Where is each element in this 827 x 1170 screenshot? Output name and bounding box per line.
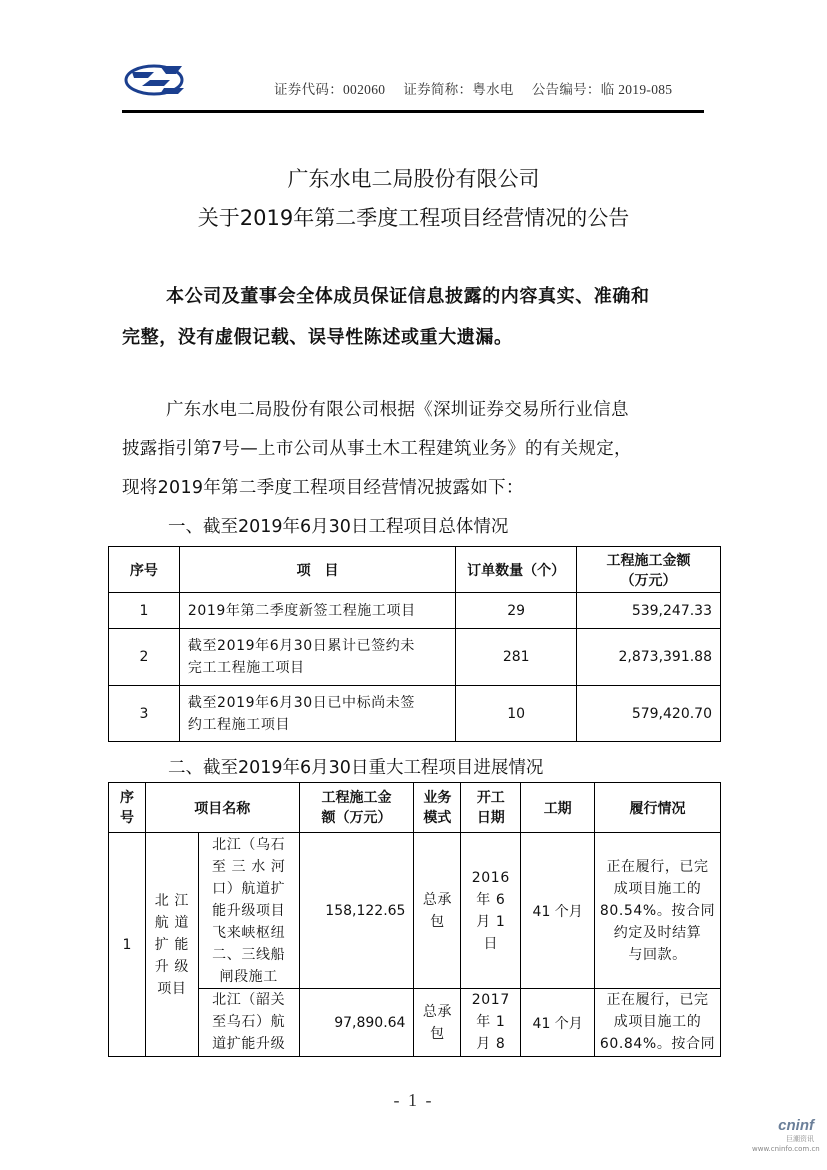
body-line-3: 现将2019年第二季度工程项目经营情况披露如下： xyxy=(122,478,524,498)
stock-abbr: 证券简称：粤水电 xyxy=(403,82,514,97)
col-mode-line-2: 模式 xyxy=(423,809,452,826)
page-number: - 1 - xyxy=(393,1090,434,1110)
col-mode-line-1: 业务 xyxy=(423,789,452,806)
row-item: 2019年第二季度新签工程施工项目 xyxy=(179,593,455,629)
sub-name-line: 二、三线船 xyxy=(212,946,286,963)
row-amount: 2,873,391.88 xyxy=(577,629,721,686)
notice-number: 公告编号：临 2019-085 xyxy=(531,82,673,97)
row-count: 281 xyxy=(456,629,577,686)
statement-line-1: 本公司及董事会全体成员保证信息披露的内容真实、准确和 xyxy=(166,286,650,307)
start-line: 年 1 xyxy=(476,1014,506,1030)
row-mode xyxy=(414,989,461,1057)
title-company: 广东水电二局股份有限公司 xyxy=(287,167,540,191)
group-name-line: 航 道 xyxy=(154,914,189,931)
row-mode xyxy=(414,833,461,989)
group-name-line: 升 级 xyxy=(154,958,189,975)
row-item xyxy=(179,629,455,686)
row-start xyxy=(461,833,521,989)
col-no-line-2: 号 xyxy=(119,809,134,826)
start-line: 月 8 xyxy=(476,1036,506,1052)
start-line: 2016 xyxy=(471,869,510,886)
col-status: 履行情况 xyxy=(595,783,721,833)
status-line: 成项目施工的 xyxy=(613,1014,702,1030)
header-divider xyxy=(122,110,704,113)
sub-name-line: 闸段施工 xyxy=(219,968,278,985)
col-mode xyxy=(414,783,461,833)
group-no: 1 xyxy=(109,833,146,1057)
cninfo-brand-cn: 巨潮资讯 xyxy=(786,1135,814,1143)
col-start xyxy=(461,783,521,833)
col-amount-line-2: （万元） xyxy=(620,572,677,589)
mode-line: 总承 xyxy=(422,891,453,908)
row-start xyxy=(461,989,521,1057)
row-item-line-1: 截至2019年6月30日累计已签约未 xyxy=(187,638,416,654)
table-row xyxy=(109,989,721,1057)
row-status xyxy=(595,989,721,1057)
cninfo-url: www.cninfo.com.cn xyxy=(752,1145,820,1153)
col-start-line-2: 日期 xyxy=(476,809,505,826)
cninfo-watermark xyxy=(752,1117,820,1160)
overview-table-header xyxy=(109,547,721,593)
overview-table xyxy=(108,546,721,742)
status-line: 约定及时结算 xyxy=(613,924,702,941)
sub-name-line: 北江（韶关 xyxy=(212,992,286,1008)
table-row xyxy=(109,833,721,989)
row-item-line-2: 约工程施工项目 xyxy=(187,716,291,733)
sub-project-name xyxy=(198,833,299,989)
company-logo xyxy=(124,58,188,98)
row-amount: 97,890.64 xyxy=(299,989,414,1057)
start-line: 月 1 xyxy=(476,913,506,930)
col-amount-line-1: 工程施工金额 xyxy=(606,552,691,569)
col-start-line-1: 开工 xyxy=(476,789,505,806)
stock-code: 证券代码：002060 xyxy=(274,82,386,97)
cninfo-brand: cninf xyxy=(778,1117,814,1134)
body-line-1: 广东水电二局股份有限公司根据《深圳证券交易所行业信息 xyxy=(166,400,629,420)
row-item-line-1: 截至2019年6月30日已中标尚未签 xyxy=(187,694,416,711)
start-line: 日 xyxy=(483,935,499,952)
row-amount: 539,247.33 xyxy=(577,593,721,629)
sub-name-line: 道扩能升级 xyxy=(212,1036,286,1052)
start-line: 2017 xyxy=(471,992,510,1008)
section1-heading: 一、截至2019年6月30日工程项目总体情况 xyxy=(168,517,509,537)
status-line: 正在履行，已完 xyxy=(606,858,709,875)
sub-name-line: 至乌石）航 xyxy=(212,1014,286,1030)
statement-line-2: 完整，没有虚假记载、误导性陈述或重大遗漏。 xyxy=(122,327,513,348)
major-table-header xyxy=(109,783,721,833)
row-no: 3 xyxy=(109,686,180,742)
row-status xyxy=(595,833,721,989)
group-name xyxy=(145,833,198,1057)
row-no: 1 xyxy=(109,593,180,629)
col-amount-line-1: 工程施工金 xyxy=(321,789,392,806)
status-line: 成项目施工的 xyxy=(613,880,702,897)
row-period: 41 个月 xyxy=(521,989,595,1057)
sub-name-line: 能升级项目 xyxy=(212,902,286,919)
status-line: 60.84%。按合同 xyxy=(599,1036,716,1052)
col-amount xyxy=(299,783,414,833)
row-item xyxy=(179,686,455,742)
col-name: 项目名称 xyxy=(145,783,299,833)
row-item-line-2: 完工工程施工项目 xyxy=(187,660,305,676)
col-period: 工期 xyxy=(521,783,595,833)
section2-heading: 二、截至2019年6月30日重大工程项目进展情况 xyxy=(168,758,544,778)
sub-name-line: 口）航道扩 xyxy=(212,880,286,897)
start-line: 年 6 xyxy=(476,891,506,908)
mode-line: 包 xyxy=(430,913,445,930)
col-no: 序号 xyxy=(109,547,180,593)
major-projects-table xyxy=(108,782,721,1057)
row-count: 10 xyxy=(456,686,577,742)
sub-name-line: 北江（乌石 xyxy=(212,836,286,853)
status-line: 与回款。 xyxy=(628,946,687,963)
col-no-line-1: 序 xyxy=(119,789,134,806)
mode-line: 包 xyxy=(430,1025,445,1042)
col-no xyxy=(109,783,146,833)
body-line-2: 披露指引第7号—上市公司从事土木工程建筑业务》的有关规定， xyxy=(122,439,632,459)
table-row xyxy=(109,686,721,742)
title-subject: 关于2019年第二季度工程项目经营情况的公告 xyxy=(197,206,630,230)
group-name-line: 项目 xyxy=(157,980,187,997)
row-count: 29 xyxy=(456,593,577,629)
group-name-line: 扩 能 xyxy=(154,936,189,953)
group-name-line: 北 江 xyxy=(154,892,189,909)
status-line: 80.54%。按合同 xyxy=(599,902,716,919)
status-line: 正在履行，已完 xyxy=(606,992,709,1008)
sub-name-line: 飞来峡枢纽 xyxy=(212,924,286,941)
row-period: 41 个月 xyxy=(521,833,595,989)
table-row xyxy=(109,593,721,629)
col-count: 订单数量（个） xyxy=(456,547,577,593)
mode-line: 总承 xyxy=(422,1003,453,1020)
sub-project-name xyxy=(198,989,299,1057)
header-meta xyxy=(274,78,672,98)
table-row xyxy=(109,629,721,686)
col-amount xyxy=(577,547,721,593)
sub-name-line: 至 三 水 河 xyxy=(211,858,286,875)
col-amount-line-2: 额（万元） xyxy=(321,809,392,826)
col-item: 项 目 xyxy=(179,547,455,593)
row-amount: 158,122.65 xyxy=(299,833,414,989)
row-amount: 579,420.70 xyxy=(577,686,721,742)
row-no: 2 xyxy=(109,629,180,686)
